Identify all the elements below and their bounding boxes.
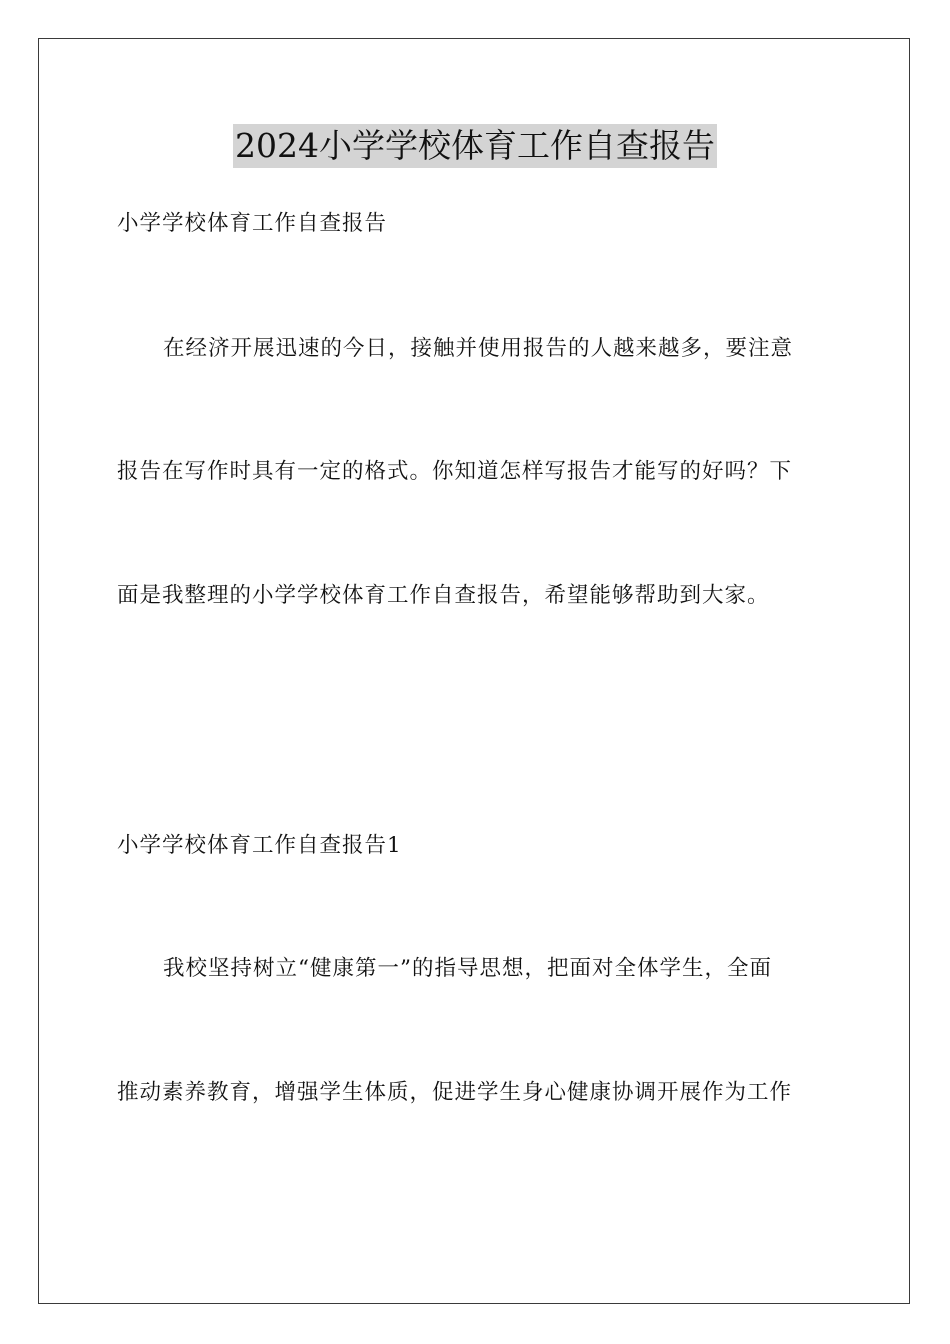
section-line-1: 我校坚持树立“健康第一”的指导思想，把面对全体学生，全面 — [163, 956, 772, 981]
intro-line-1: 在经济开展迅速的今日，接触并使用报告的人越来越多，要注意 — [163, 336, 794, 361]
section-line-2: 推动素养教育，增强学生体质，促进学生身心健康协调开展作为工作 — [117, 1080, 793, 1105]
section-heading: 小学学校体育工作自查报告1 — [117, 833, 402, 858]
document-subtitle: 小学学校体育工作自查报告 — [117, 211, 388, 236]
intro-line-3: 面是我整理的小学学校体育工作自查报告，希望能够帮助到大家。 — [117, 583, 770, 608]
intro-line-2: 报告在写作时具有一定的格式。你知道怎样写报告才能写的好吗？下 — [117, 459, 793, 484]
title-block — [0, 124, 950, 168]
document-title: 2024小学学校体育工作自查报告 — [233, 124, 717, 168]
